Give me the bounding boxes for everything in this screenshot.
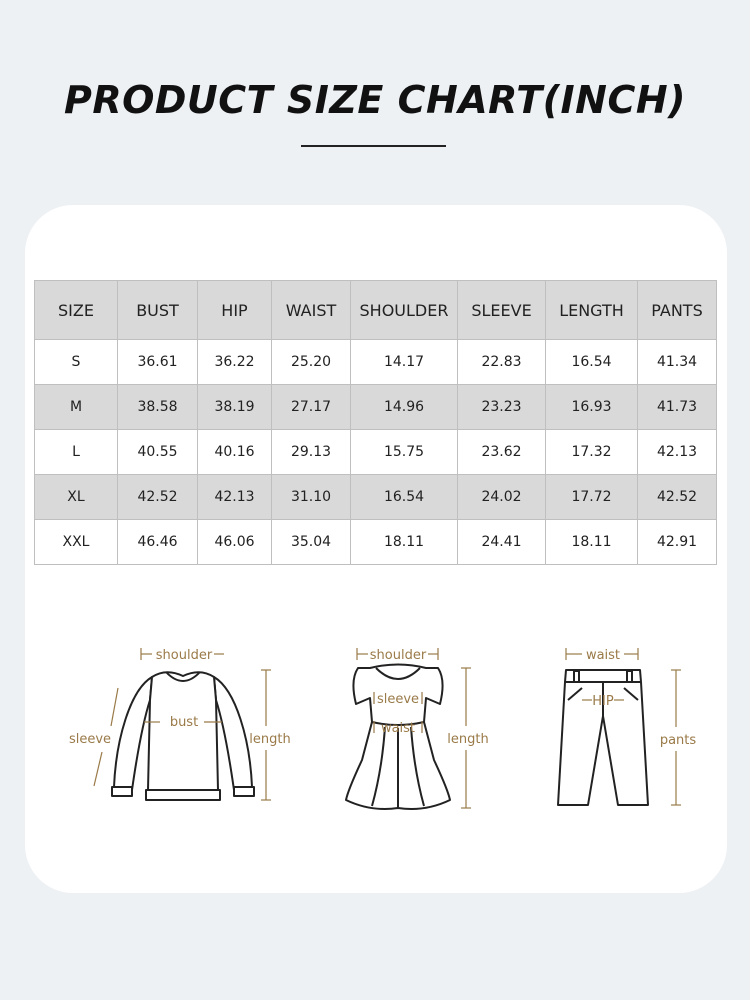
- pants-figure: [558, 648, 696, 805]
- table-cell: 18.11: [351, 520, 458, 565]
- table-cell: 27.17: [272, 385, 351, 430]
- table-cell: 42.13: [638, 430, 717, 475]
- dress-length-label: length: [447, 732, 489, 747]
- page-title: PRODUCT SIZE CHART(INCH): [63, 78, 687, 122]
- table-cell: 35.04: [272, 520, 351, 565]
- pants-waist-label: waist: [585, 648, 621, 663]
- table-cell: 38.19: [198, 385, 272, 430]
- pants-hip-label: HIP: [592, 694, 614, 709]
- sweater-figure: [69, 648, 291, 800]
- table-row: [35, 340, 717, 385]
- table-cell: 42.91: [638, 520, 717, 565]
- table-cell: 14.17: [351, 340, 458, 385]
- table-row: [35, 430, 717, 475]
- table-cell: 17.32: [546, 430, 638, 475]
- size-table: [34, 280, 717, 565]
- pants-length-label: pants: [659, 733, 697, 748]
- table-cell: 40.16: [198, 430, 272, 475]
- header-shoulder: SHOULDER: [351, 281, 458, 340]
- header-waist: WAIST: [272, 281, 351, 340]
- table-cell: 36.22: [198, 340, 272, 385]
- title-underline: [301, 145, 446, 147]
- dress-shoulder-label: shoulder: [369, 648, 427, 663]
- table-cell: 23.62: [458, 430, 546, 475]
- table-cell: 14.96: [351, 385, 458, 430]
- header-size: SIZE: [35, 281, 118, 340]
- sweater-shoulder-label: shoulder: [155, 648, 213, 663]
- sweater-icon: [112, 672, 254, 800]
- dress-sleeve-label: sleeve: [376, 692, 420, 707]
- figures-svg: [0, 630, 750, 830]
- sweater-sleeve-label: sleeve: [68, 732, 112, 747]
- header-pants: PANTS: [638, 281, 717, 340]
- table-cell: 41.34: [638, 340, 717, 385]
- table-cell: 18.11: [546, 520, 638, 565]
- table-cell: 23.23: [458, 385, 546, 430]
- table-cell: 22.83: [458, 340, 546, 385]
- table-cell: XL: [35, 475, 118, 520]
- table-cell: 25.20: [272, 340, 351, 385]
- table-cell: 15.75: [351, 430, 458, 475]
- table-row: [35, 475, 717, 520]
- sweater-length-label: length: [249, 732, 291, 747]
- table-cell: L: [35, 430, 118, 475]
- table-header-row: [35, 281, 717, 340]
- table-cell: 31.10: [272, 475, 351, 520]
- table-cell: 46.46: [118, 520, 198, 565]
- table-cell: 16.54: [351, 475, 458, 520]
- table-cell: 16.54: [546, 340, 638, 385]
- pants-icon: [558, 670, 648, 805]
- table-cell: 29.13: [272, 430, 351, 475]
- table-cell: 41.73: [638, 385, 717, 430]
- table-cell: 42.52: [638, 475, 717, 520]
- table-cell: 36.61: [118, 340, 198, 385]
- table-cell: 38.58: [118, 385, 198, 430]
- header-length: LENGTH: [546, 281, 638, 340]
- table-cell: 16.93: [546, 385, 638, 430]
- table-cell: M: [35, 385, 118, 430]
- table-cell: 42.52: [118, 475, 198, 520]
- table-cell: 40.55: [118, 430, 198, 475]
- header-hip: HIP: [198, 281, 272, 340]
- table-cell: 42.13: [198, 475, 272, 520]
- sweater-bust-label: bust: [169, 715, 199, 730]
- table-row: [35, 385, 717, 430]
- header-sleeve: SLEEVE: [458, 281, 546, 340]
- table-cell: 24.41: [458, 520, 546, 565]
- table-cell: S: [35, 340, 118, 385]
- table-cell: 17.72: [546, 475, 638, 520]
- header-bust: BUST: [118, 281, 198, 340]
- dress-figure: [346, 648, 489, 809]
- table-row: [35, 520, 717, 565]
- table-cell: XXL: [35, 520, 118, 565]
- dress-waist-label: waist: [380, 721, 416, 736]
- measurement-figures: [0, 630, 750, 830]
- table-cell: 46.06: [198, 520, 272, 565]
- table-cell: 24.02: [458, 475, 546, 520]
- dress-icon: [346, 665, 450, 810]
